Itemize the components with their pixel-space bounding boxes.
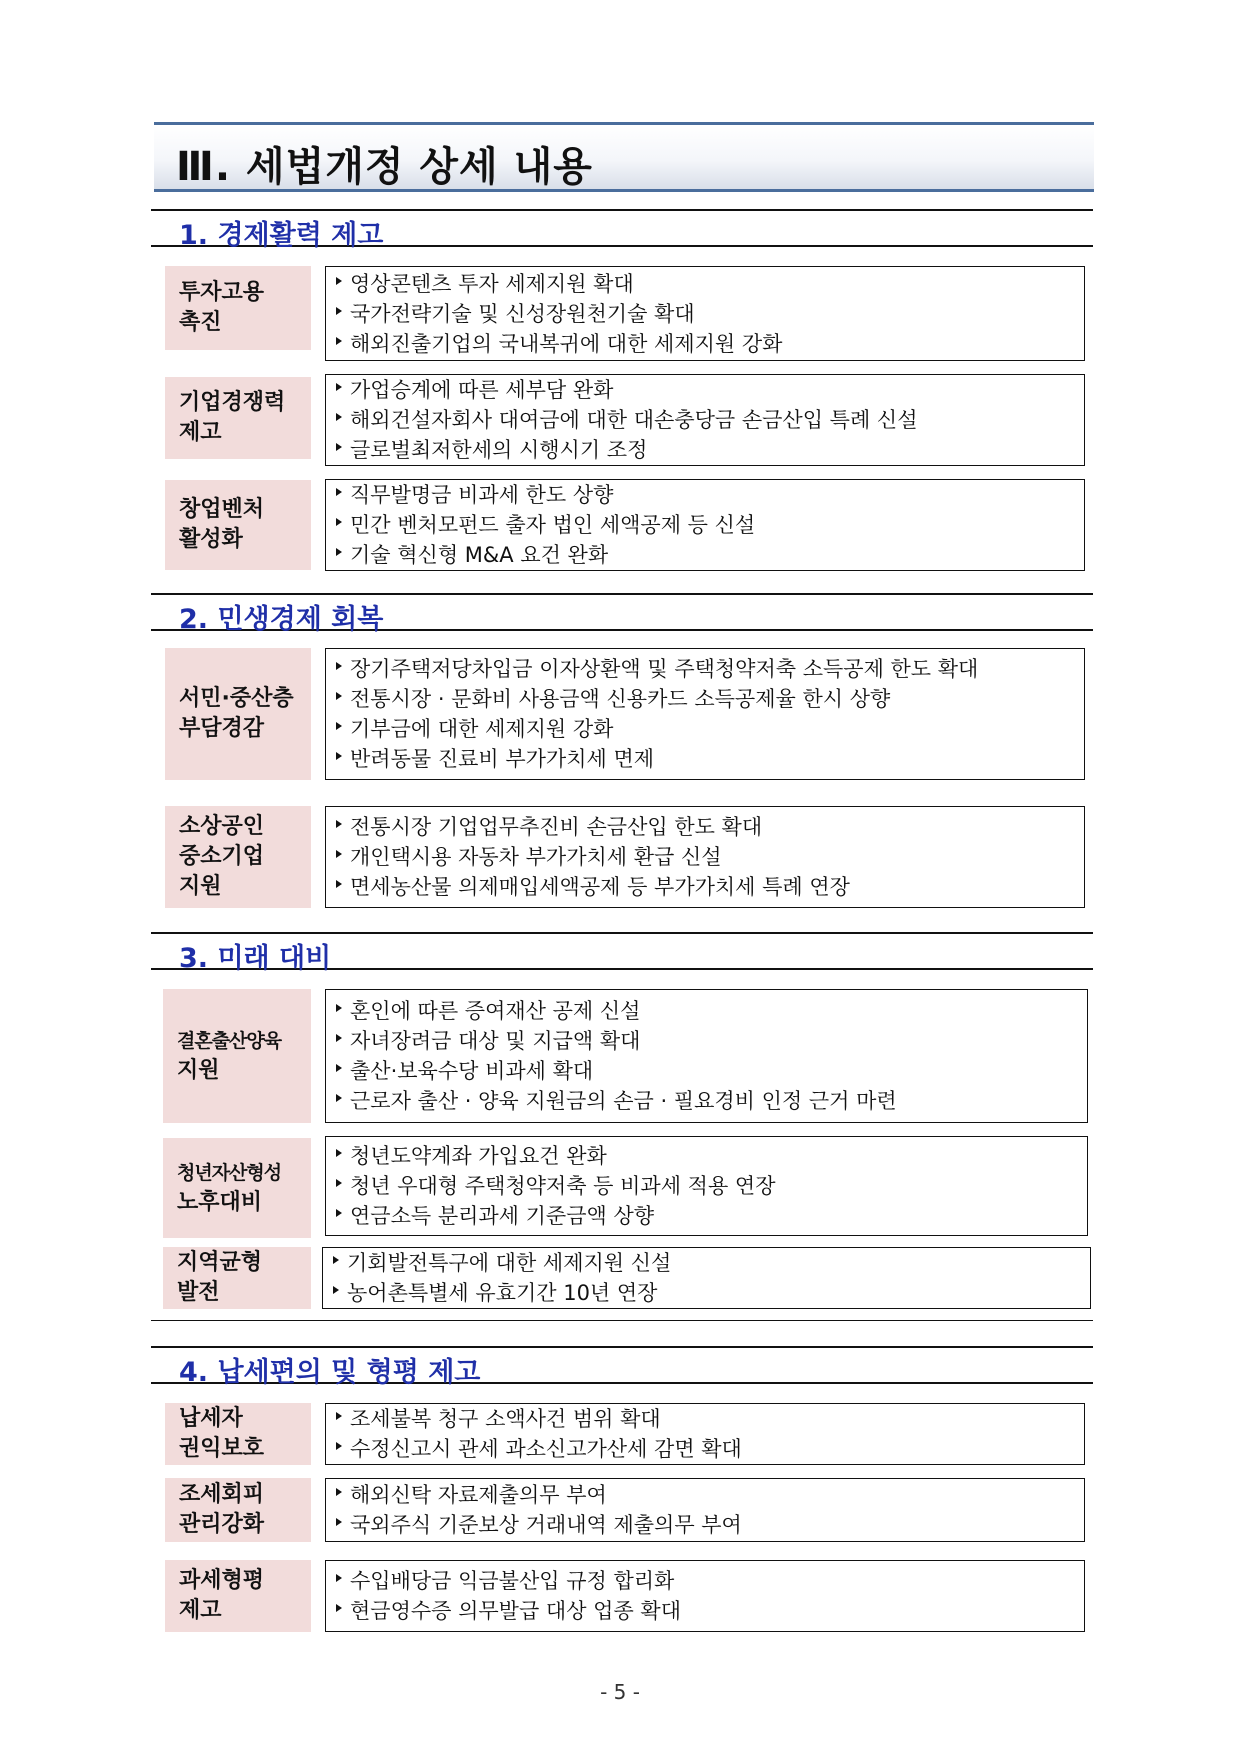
bullet-triangle-icon [336, 548, 342, 556]
list-item: 해외신탁 자료제출의무 부여 [336, 1480, 1074, 1510]
row-items-box [325, 806, 1085, 908]
list-item: 전통시장 기업업무추진비 손금산입 한도 확대 [336, 812, 1074, 842]
bullet-triangle-icon [336, 1412, 342, 1420]
row-label [163, 989, 311, 1123]
row-label-line: 지원 [179, 874, 222, 899]
list-item: 개인택시용 자동차 부가가치세 환급 신설 [336, 842, 1074, 872]
list-item: 기회발전특구에 대한 세제지원 신설 [333, 1248, 1080, 1278]
bullet-triangle-icon [336, 1034, 342, 1042]
row-label-line: 기업경쟁력 [179, 390, 286, 415]
bullet-triangle-icon [336, 662, 342, 670]
bullet-triangle-icon [333, 1256, 339, 1264]
section-divider [151, 1320, 1093, 1321]
bullet-triangle-icon [336, 1209, 342, 1217]
row-label [165, 1560, 311, 1632]
row-label-line: 촉진 [179, 310, 222, 335]
row-items-box [322, 1247, 1091, 1309]
list-item: 연금소득 분리과세 기준금액 상향 [336, 1201, 1077, 1231]
row-items-box [325, 479, 1085, 571]
list-item: 출산·보육수당 비과세 확대 [336, 1056, 1077, 1086]
section-title: 1. 경제활력 제고 [179, 220, 384, 251]
bullet-triangle-icon [336, 1094, 342, 1102]
list-item: 국가전략기술 및 신성장원천기술 확대 [336, 299, 1074, 329]
list-item: 조세불복 청구 소액사건 범위 확대 [336, 1404, 1074, 1434]
section-title: 2. 민생경제 회복 [179, 604, 384, 635]
chapter-banner [154, 122, 1094, 192]
bullet-triangle-icon [336, 1149, 342, 1157]
bullet-triangle-icon [336, 277, 342, 285]
row-items-box [325, 1560, 1085, 1632]
row-label [163, 1138, 311, 1238]
list-item: 장기주택저당차입금 이자상환액 및 주택청약저축 소득공제 한도 확대 [336, 654, 1074, 684]
row-label [165, 1403, 311, 1465]
bullet-triangle-icon [336, 880, 342, 888]
row-items-box [325, 374, 1085, 466]
bullet-triangle-icon [336, 820, 342, 828]
bullet-triangle-icon [336, 488, 342, 496]
list-item: 전통시장 · 문화비 사용금액 신용카드 소득공제율 한시 상향 [336, 684, 1074, 714]
row-label [165, 266, 311, 350]
list-item: 면세농산물 의제매입세액공제 등 부가가치세 특례 연장 [336, 872, 1074, 902]
row-items-box [325, 1136, 1088, 1236]
chapter-title: Ⅲ. 세법개정 상세 내용 [176, 144, 593, 190]
section-header-1 [151, 209, 1093, 251]
section-title: 4. 납세편의 및 형평 제고 [179, 1357, 481, 1388]
bullet-triangle-icon [336, 1574, 342, 1582]
row-label [165, 480, 311, 570]
bullet-triangle-icon [336, 850, 342, 858]
row-items-box [325, 1403, 1085, 1465]
row-label-line: 부담경감 [179, 716, 265, 741]
bullet-triangle-icon [336, 692, 342, 700]
row-label-line: 서민·중산층 [179, 686, 294, 711]
bullet-triangle-icon [336, 1004, 342, 1012]
list-item: 반려동물 진료비 부가가치세 면제 [336, 744, 1074, 774]
row-items-box [325, 989, 1088, 1123]
row-label [165, 1478, 311, 1542]
list-item: 국외주식 기준보상 거래내역 제출의무 부여 [336, 1510, 1074, 1540]
row-items-box [325, 266, 1085, 361]
row-label-line: 관리강화 [179, 1512, 265, 1537]
list-item: 기부금에 대한 세제지원 강화 [336, 714, 1074, 744]
row-label-line: 제고 [179, 1598, 222, 1623]
list-item: 근로자 출산 · 양육 지원금의 손금 · 필요경비 인정 근거 마련 [336, 1086, 1077, 1116]
list-item: 현금영수증 의무발급 대상 업종 확대 [336, 1596, 1074, 1626]
bullet-triangle-icon [333, 1286, 339, 1294]
row-label-line: 중소기업 [179, 844, 265, 869]
row-label-line: 조세회피 [179, 1482, 265, 1507]
list-item: 혼인에 따른 증여재산 공제 신설 [336, 996, 1077, 1026]
list-item: 가업승계에 따른 세부담 완화 [336, 375, 1074, 405]
row-label-line: 소상공인 [179, 814, 265, 839]
bullet-triangle-icon [336, 413, 342, 421]
section-header-4 [151, 1346, 1093, 1388]
row-label-line: 과세형평 [179, 1568, 265, 1593]
page-number: - 5 - [600, 1680, 640, 1704]
row-label-line: 권익보호 [179, 1436, 265, 1461]
section-header-2 [151, 593, 1093, 635]
list-item: 직무발명금 비과세 한도 상향 [336, 480, 1074, 510]
bullet-triangle-icon [336, 722, 342, 730]
section-title: 3. 미래 대비 [179, 943, 332, 974]
list-item: 농어촌특별세 유효기간 10년 연장 [333, 1278, 1080, 1308]
bullet-triangle-icon [336, 1179, 342, 1187]
list-item: 해외진출기업의 국내복귀에 대한 세제지원 강화 [336, 329, 1074, 359]
list-item: 영상콘텐츠 투자 세제지원 확대 [336, 269, 1074, 299]
list-item: 해외건설자회사 대여금에 대한 대손충당금 손금산입 특례 신설 [336, 405, 1074, 435]
row-label [165, 806, 311, 908]
list-item: 수입배당금 익금불산입 규정 합리화 [336, 1566, 1074, 1596]
row-items-box [325, 1478, 1085, 1542]
list-item: 글로벌최저한세의 시행시기 조정 [336, 435, 1074, 465]
row-label-line: 청년자산형성 [177, 1162, 282, 1184]
bullet-triangle-icon [336, 383, 342, 391]
row-label [163, 1247, 311, 1309]
row-label-line: 투자고용 [179, 280, 265, 305]
bullet-triangle-icon [336, 1064, 342, 1072]
row-label-line: 지역균형 [177, 1250, 263, 1275]
bullet-triangle-icon [336, 1604, 342, 1612]
list-item: 수정신고시 관세 과소신고가산세 감면 확대 [336, 1434, 1074, 1464]
row-label [165, 377, 311, 459]
row-label [165, 648, 311, 780]
list-item: 청년 우대형 주택청약저축 등 비과세 적용 연장 [336, 1171, 1077, 1201]
bullet-triangle-icon [336, 443, 342, 451]
bullet-triangle-icon [336, 752, 342, 760]
row-label-line: 발전 [177, 1280, 220, 1305]
bullet-triangle-icon [336, 1518, 342, 1526]
section-header-3 [151, 932, 1093, 974]
bullet-triangle-icon [336, 307, 342, 315]
row-label-line: 활성화 [179, 527, 243, 552]
row-label-line: 결혼출산양육 [177, 1030, 282, 1052]
bullet-triangle-icon [336, 1442, 342, 1450]
bullet-triangle-icon [336, 337, 342, 345]
bullet-triangle-icon [336, 1488, 342, 1496]
row-label-line: 노후대비 [177, 1190, 263, 1215]
bullet-triangle-icon [336, 518, 342, 526]
row-label-line: 창업벤처 [179, 497, 265, 522]
list-item: 자녀장려금 대상 및 지급액 확대 [336, 1026, 1077, 1056]
list-item: 기술 혁신형 M&A 요건 완화 [336, 540, 1074, 570]
row-items-box [325, 648, 1085, 780]
list-item: 민간 벤처모펀드 출자 법인 세액공제 등 신설 [336, 510, 1074, 540]
row-label-line: 납세자 [179, 1406, 243, 1431]
row-label-line: 제고 [179, 420, 222, 445]
row-label-line: 지원 [177, 1058, 220, 1083]
list-item: 청년도약계좌 가입요건 완화 [336, 1141, 1077, 1171]
